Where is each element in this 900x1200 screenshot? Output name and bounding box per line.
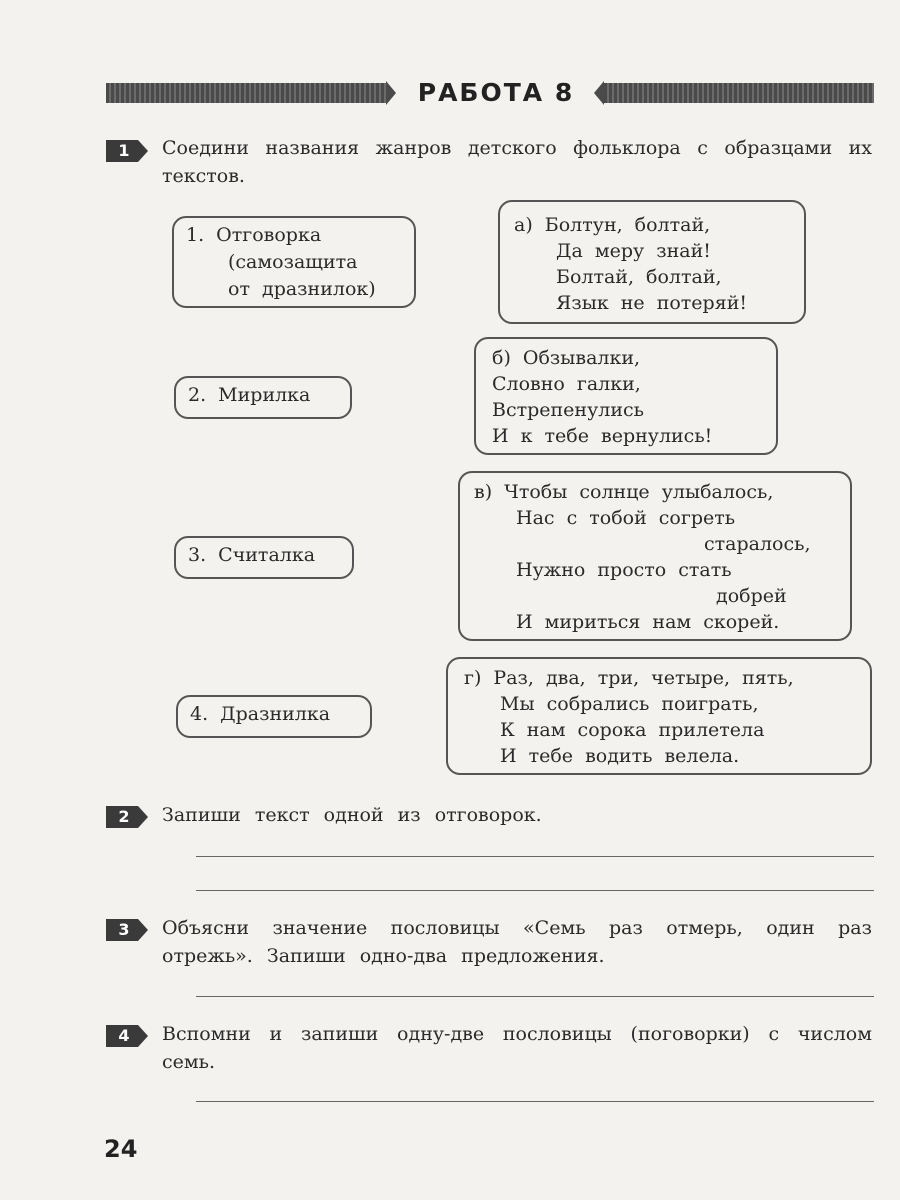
task-2-text: Запиши текст одной из отговорок.	[162, 804, 542, 826]
task-2-badge	[106, 806, 148, 828]
genre-4-label: 4. Дразнилка	[190, 703, 331, 725]
task-1-badge	[106, 140, 148, 162]
sample-b-line-1: б) Обзывалки,	[492, 347, 641, 369]
page-title: РАБОТА 8	[417, 78, 575, 107]
genre-box-2[interactable]	[174, 376, 352, 419]
genre-box-4[interactable]	[176, 695, 372, 738]
sample-b-line-3: Встрепенулись	[492, 399, 644, 421]
sample-v-line-1: в) Чтобы солнце улыбалось,	[474, 481, 774, 503]
genre-1-line-3: от дразнилок)	[228, 278, 376, 300]
sample-g-line-3: К нам сорока прилетела	[500, 719, 765, 741]
genre-1-line-1: 1. Отговорка	[186, 224, 322, 246]
sample-v-line-2: Нас с тобой согреть	[516, 507, 736, 529]
genre-2-label: 2. Мирилка	[188, 384, 311, 406]
sample-b-line-4: И к тебе вернулись!	[492, 425, 713, 447]
page-number: 24	[104, 1135, 138, 1163]
genre-box-1[interactable]	[172, 216, 416, 308]
sample-a-line-2: Да меру знай!	[556, 240, 711, 262]
header-bar-left-arrow	[386, 81, 396, 105]
sample-box-a[interactable]	[498, 200, 806, 324]
sample-g-line-2: Мы собрались поиграть,	[500, 693, 759, 715]
sample-b-line-2: Словно галки,	[492, 373, 641, 395]
sample-v-line-3: старалось,	[704, 533, 811, 555]
sample-v-line-6: И мириться нам скорей.	[516, 611, 780, 633]
task-3-badge	[106, 919, 148, 941]
task-3-text: Объясни значение пословицы «Семь раз отмерь, один раз отрежь». Запиши одно-два предложения.	[162, 917, 872, 967]
task-4-badge	[106, 1025, 148, 1047]
header-bar-right	[604, 83, 874, 103]
task-4-number: 4	[118, 1026, 130, 1045]
header-bar-right-arrow	[594, 81, 604, 105]
sample-g-line-4: И тебе водить велела.	[500, 745, 740, 767]
sample-a-line-4: Язык не потеряй!	[556, 292, 747, 314]
answer-line-task3[interactable]	[196, 996, 874, 997]
sample-box-b[interactable]	[474, 337, 778, 455]
answer-line-task2-1[interactable]	[196, 856, 874, 857]
sample-a-line-1: а) Болтун, болтай,	[514, 214, 711, 236]
answer-line-task4[interactable]	[196, 1101, 874, 1102]
genre-3-label: 3. Считалка	[188, 544, 316, 566]
sample-box-v[interactable]	[458, 471, 852, 641]
sample-g-line-1: г) Раз, два, три, четыре, пять,	[464, 667, 794, 689]
genre-1-line-2: (самозащита	[228, 251, 358, 273]
task-1-number: 1	[118, 141, 130, 160]
sample-a-line-3: Болтай, болтай,	[556, 266, 722, 288]
sample-v-line-4: Нужно просто стать	[516, 559, 732, 581]
answer-line-task2-2[interactable]	[196, 890, 874, 891]
task-1-text: Соедини названия жанров детского фольклора с образцами их текстов.	[162, 137, 872, 187]
header-bar-left	[106, 83, 386, 103]
sample-box-g[interactable]	[446, 657, 872, 775]
task-4-text: Вспомни и запиши одну-две пословицы (поговорки) с числом семь.	[162, 1023, 872, 1073]
genre-box-3[interactable]	[174, 536, 354, 579]
section-header	[106, 76, 874, 110]
sample-v-line-5: добрей	[716, 585, 787, 607]
task-2-number: 2	[118, 807, 130, 826]
task-3-number: 3	[118, 920, 130, 939]
